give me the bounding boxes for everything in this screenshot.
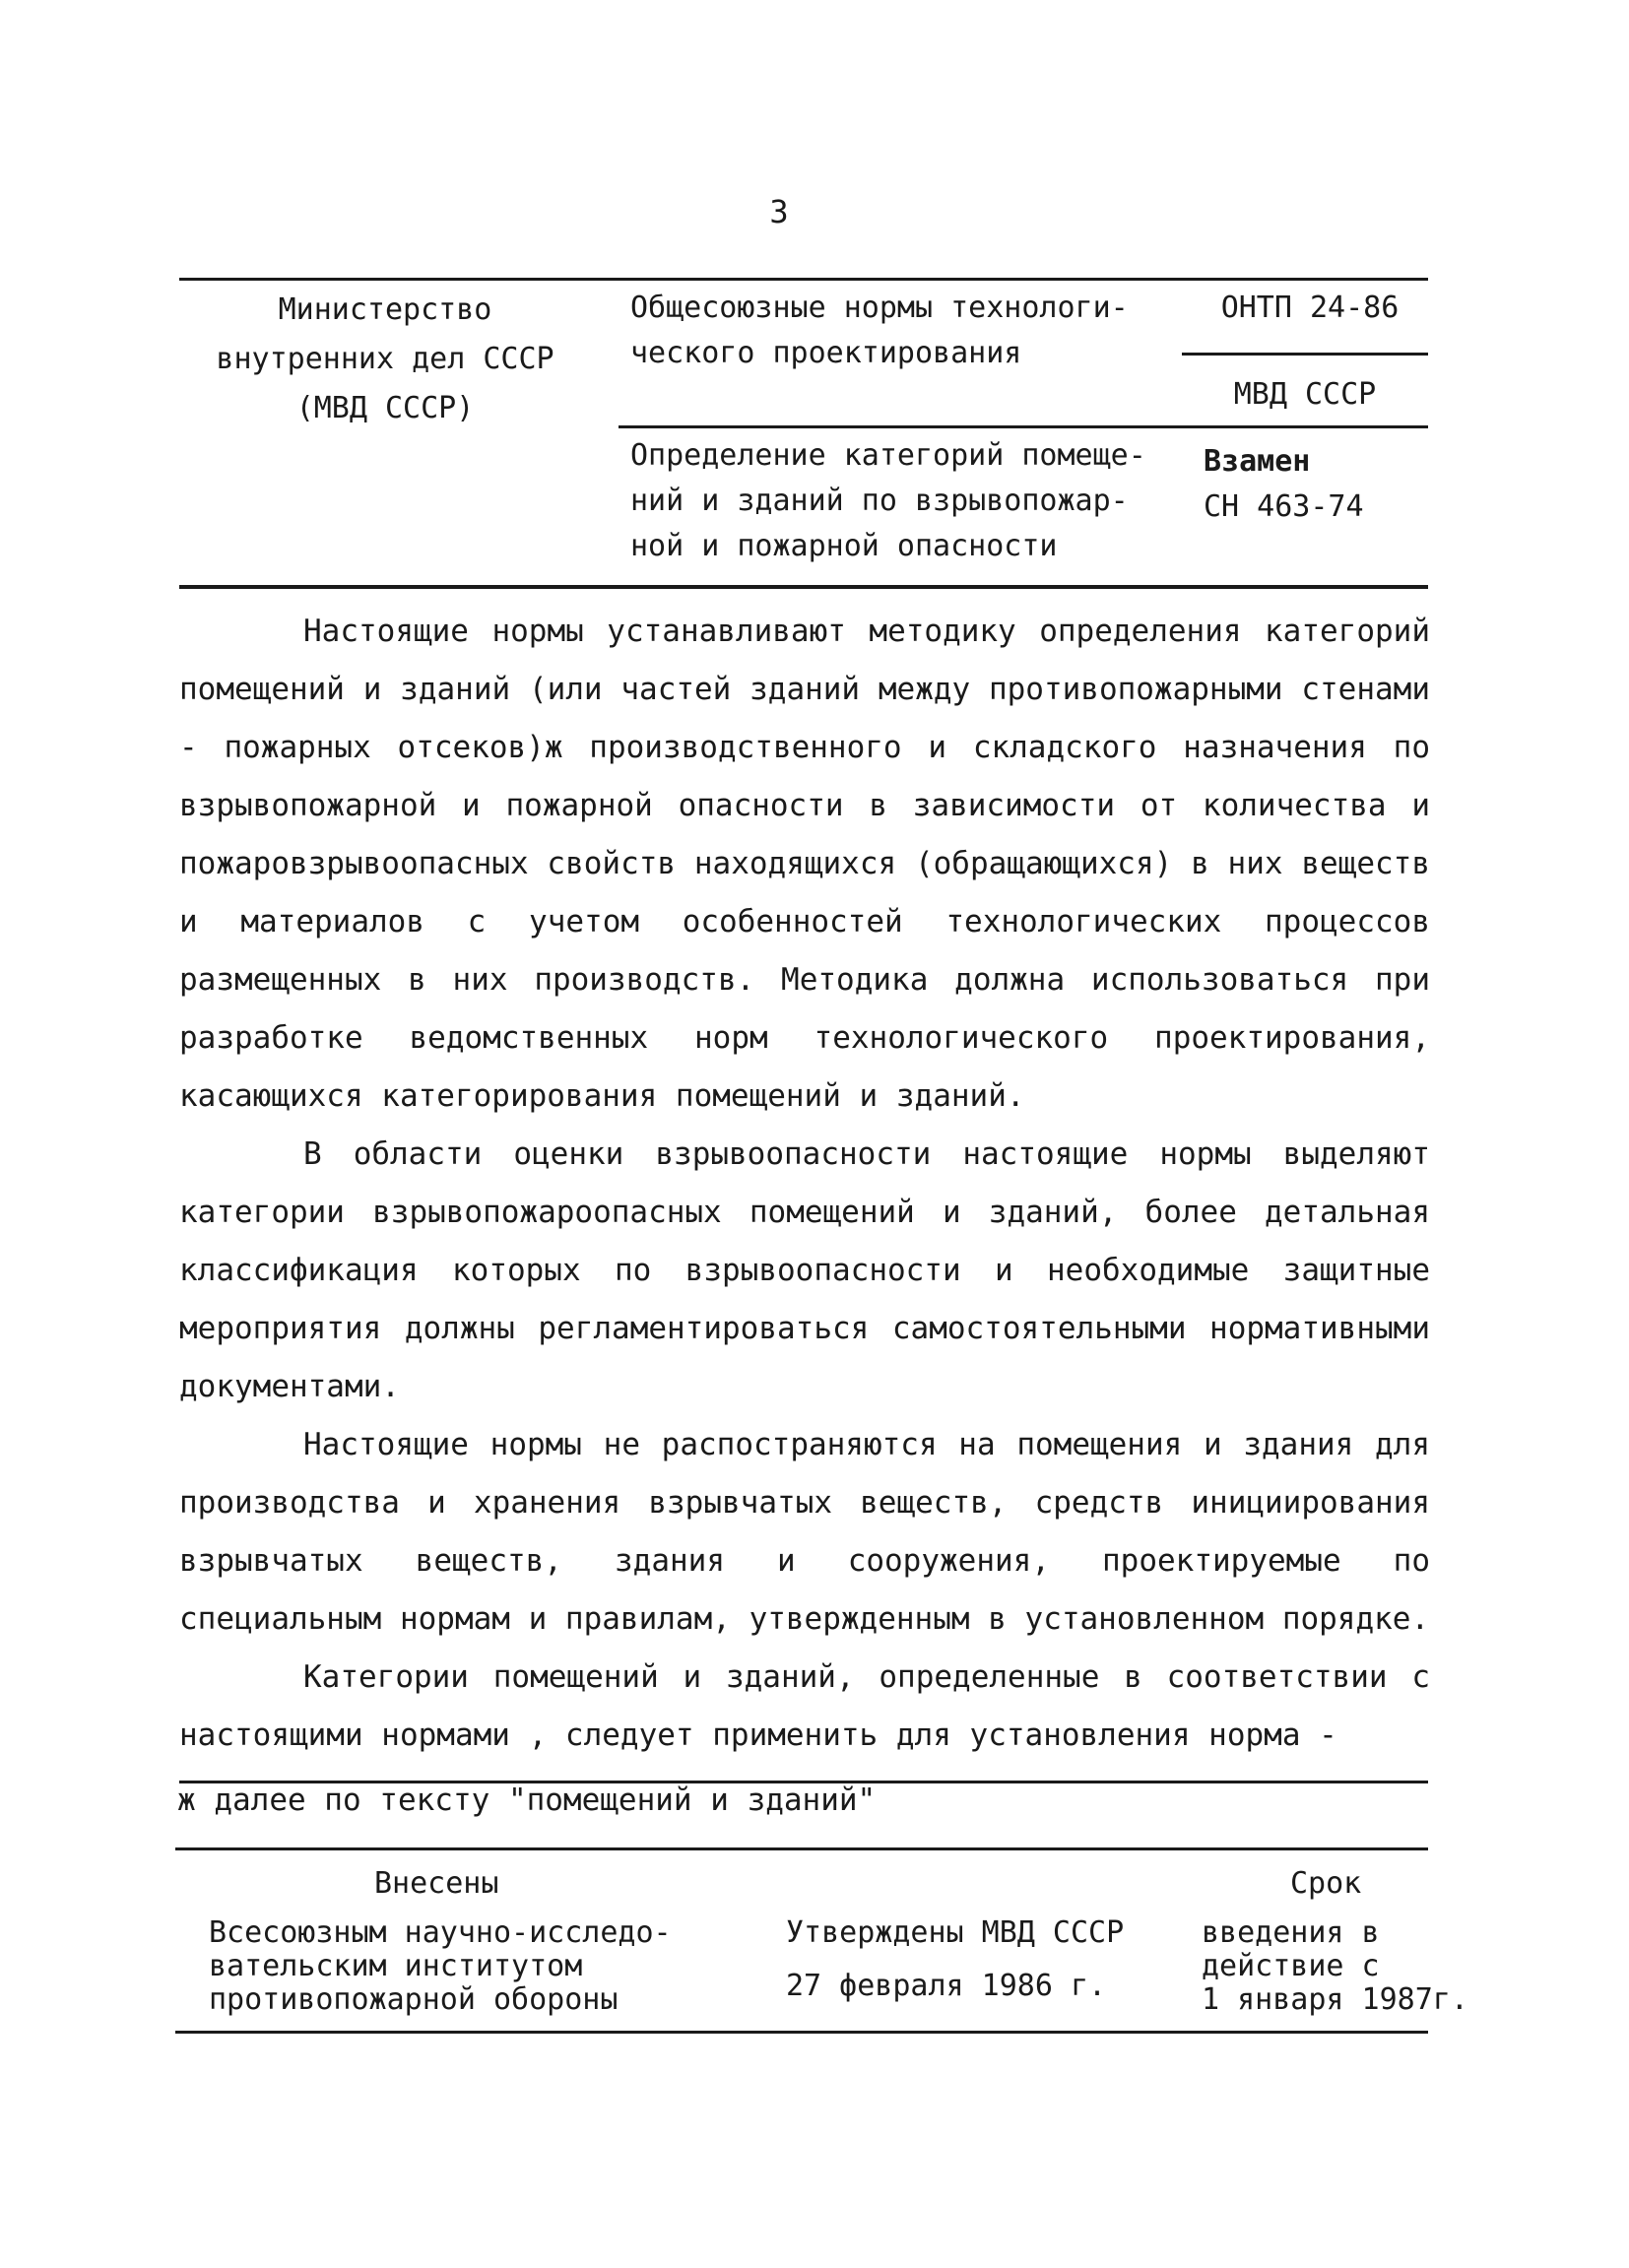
agency: МВД СССР [1233, 377, 1377, 412]
page-number: 3 [769, 193, 789, 230]
subject-line: Определение категорий помеще- [630, 438, 1146, 473]
replaces-doc: СН 463-74 [1204, 489, 1364, 524]
subject-line: ной и пожарной опасности [630, 529, 1058, 563]
header-bottom-rule [179, 585, 1428, 589]
institute-line: противопожарной обороны [209, 1982, 619, 2017]
header-top-rule [179, 278, 1428, 281]
footer-top-rule [175, 1847, 1428, 1850]
body-paragraph: В области оценки взрывоопасности настоящие нормы выделяют категории взрывопожароопасных помещений и зданий, более детальная классификация которых по взрывоопасности и необходимые защитные мероприятия должны регламентироваться самостоятельными нормативными документами. [179, 1136, 1430, 1404]
body-paragraph: Настоящие нормы устанавливают методику определения категорий помещений и зданий (или частей зданий между противопожарными стенами - пожарных отсеков)ж производственного и складского назначения по взрывопожарной и пожарной опасности в зависимости от количества и пожаровзрывоопасных свойств находящихся (обращающихся) в них веществ и материалов с учетом особенностей технологических процессов размещенных в них производств. Методика должна использоваться при разработке ведомственных норм технологического проектирования, касающихся категорирования помещений и зданий. [179, 614, 1430, 1114]
institute [209, 1916, 672, 2017]
footnote: ж далее по тексту "помещений и зданий" [177, 1782, 877, 1818]
replaces-label: Взамен [1204, 444, 1311, 479]
approved-date: 27 февраля 1986 г. [786, 1969, 1107, 2003]
approved-label: Утверждены МВД СССР [786, 1915, 1125, 1950]
term-line: действие с [1202, 1949, 1380, 1983]
footer-bottom-rule [175, 2031, 1428, 2034]
institute-line: вательским институтом [209, 1949, 583, 1983]
document-code: ОНТП 24-86 [1220, 291, 1400, 325]
subject [630, 433, 1146, 569]
term-block [1202, 1916, 1468, 2017]
term-line: 1 января 1987г. [1202, 1982, 1468, 2017]
norms-title [630, 286, 1129, 376]
institute-line: Всесоюзным научно-исследо- [209, 1915, 672, 1950]
header-mid-rule [619, 425, 1428, 428]
code-divider [1182, 353, 1428, 356]
introduced-label: Внесены [374, 1866, 499, 1901]
body-text [179, 603, 1430, 1765]
norms-title-line: ческого проектирования [630, 336, 1022, 370]
term-line: введения в [1202, 1915, 1380, 1950]
replaces [1204, 439, 1364, 530]
body-paragraph: Категории помещений и зданий, определенные в соответствии с настоящими нормами , следует применить для установления норма - [179, 1659, 1430, 1753]
ministry-line: (МВД СССР) [295, 391, 475, 425]
ministry-block [148, 286, 622, 433]
ministry-line: Министерство [278, 292, 492, 327]
subject-line: ний и зданий по взрывопожар- [630, 484, 1129, 518]
ministry-line: внутренних дел СССР [216, 342, 554, 376]
body-paragraph: Настоящие нормы не распостраняются на помещения и здания для производства и хранения взрывчатых веществ, средств инициирования взрывчатых веществ, здания и сооружения, проектируемые по специальным нормам и правилам, утвержденным в установленном порядке. [179, 1427, 1430, 1637]
norms-title-line: Общесоюзные нормы технологи- [630, 291, 1129, 325]
term-label: Срок [1290, 1866, 1362, 1901]
